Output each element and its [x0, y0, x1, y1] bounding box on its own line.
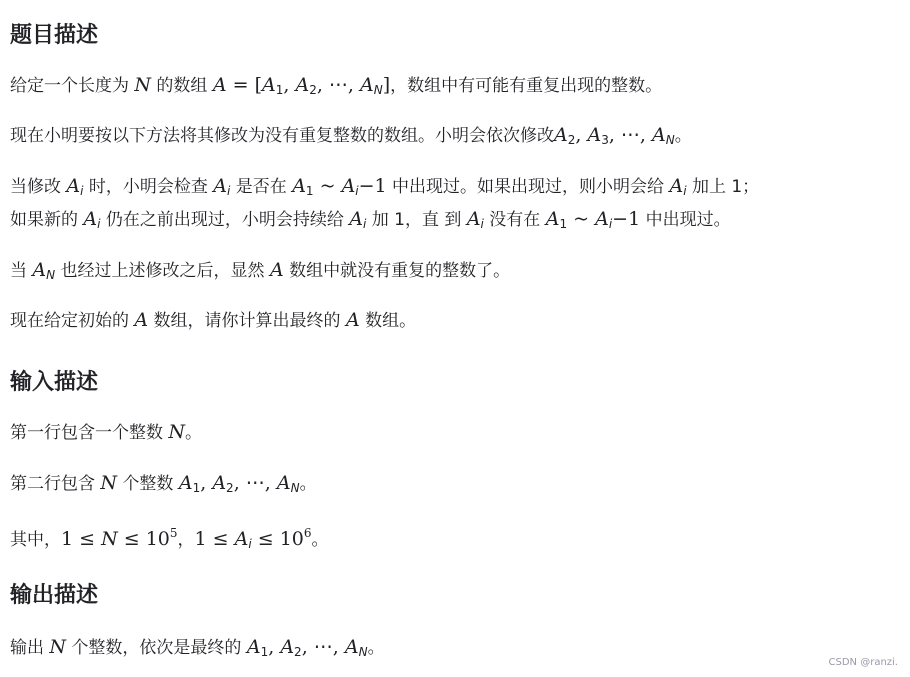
output-paragraph-1: 输出 N 个整数，依次是最终的 $A_1$, $A_2$, ⋯, $A_N$。: [10, 636, 385, 659]
problem-paragraph-4: 当 $A_N$ 也经过上述修改之后，显然 A 数组中就没有重复的整数了。: [10, 259, 511, 282]
input-paragraph-3: 其中，$1 \le N \le 10^5$，$1 \le A_i \le 10^6$。: [10, 526, 329, 551]
problem-paragraph-3: 当修改 $A_i$ 时，小明会检查 $A_i$ 是否在 $A_1$ ~ $A_i-1$ 中出现过。如果出现过，则小明会给 $A_i$ 加上 1； 如果新的 $A_i$ 仍在之前出现过，小明会持续给 $A_i$ 加 1，直 到 $A_i$ 没有在 $A_1$ ~ $A_i-1$ 中出现过。: [10, 175, 760, 231]
problem-paragraph-1: 给定一个长度为 N 的数组 $A = [A_1$, $A_2$, ⋯, $A_N$]，数组中有可能有重复出现的整数。: [10, 74, 663, 97]
input-paragraph-2: 第二行包含 N 个整数 $A_1$, $A_2$, ⋯, $A_N$。: [10, 472, 317, 495]
problem-heading: 题目描述: [10, 23, 99, 48]
problem-paragraph-2: 现在小明要按以下方法将其修改为没有重复整数的数组。小明会依次修改$A_2$, $A_3$, ⋯, $A_N$。: [10, 124, 692, 147]
input-heading: 输入描述: [10, 370, 99, 395]
csdn-watermark: CSDN @ranzi.: [828, 657, 898, 668]
input-paragraph-1: 第一行包含一个整数 N。: [10, 421, 203, 443]
output-heading: 输出描述: [10, 583, 99, 608]
problem-paragraph-5: 现在给定初始的 A 数组，请你计算出最终的 A 数组。: [10, 309, 417, 331]
